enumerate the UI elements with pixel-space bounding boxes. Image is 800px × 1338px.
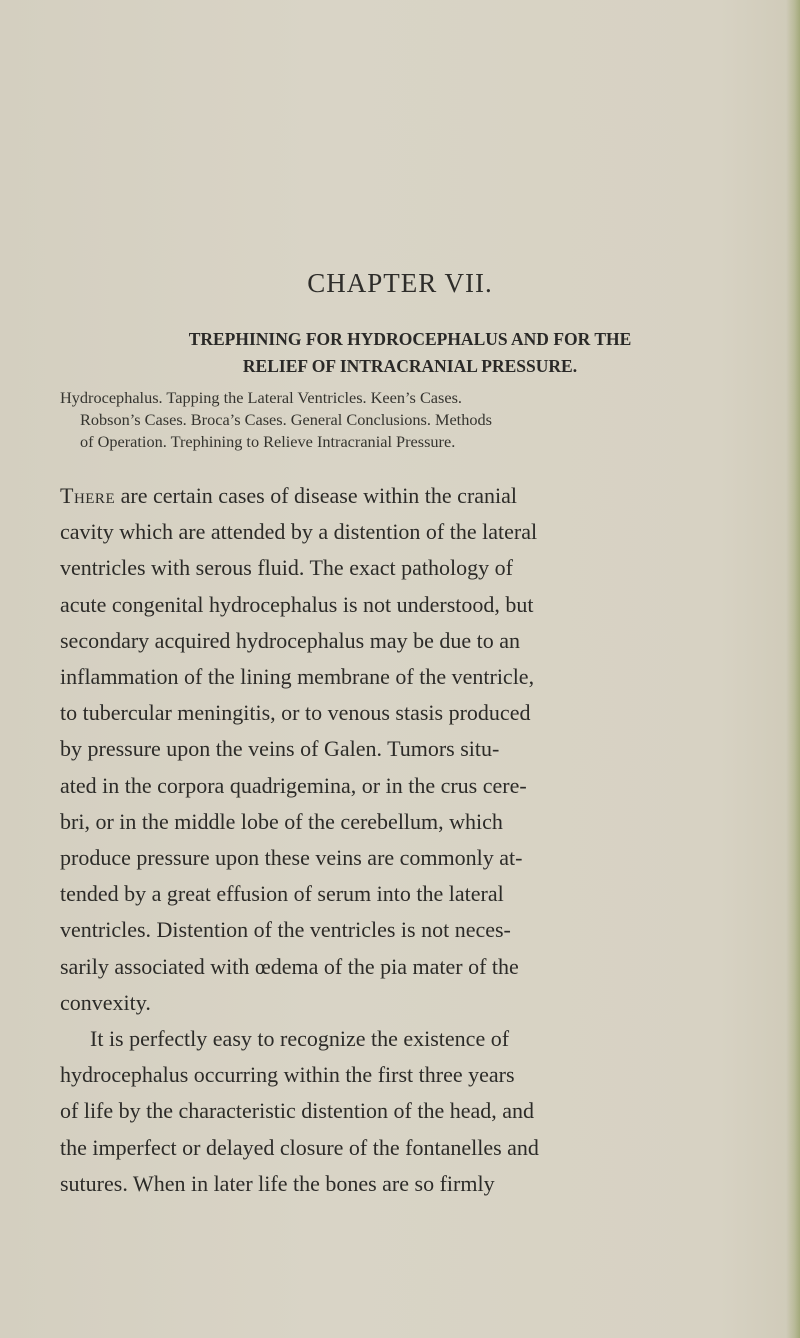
paragraph-1-line: ated in the corpora quadrigemina, or in the crus cere- (60, 772, 527, 798)
paragraph-2-line: of life by the characteristic distention of the head, and (60, 1098, 535, 1124)
paragraph-1-first-line-rest: are certain cases of disease within the cranial (115, 483, 518, 508)
paragraph-1-line: inflammation of the lining membrane of the ventricle, (60, 664, 535, 690)
paragraph-1-line: tended by a great effusion of serum into the lateral (60, 881, 504, 907)
summary-line: Robson’s Cases. Broca’s Cases. General Conclusions. Methods (80, 410, 492, 429)
paragraph-1-line: sarily associated with œdema of the pia mater of the (60, 953, 519, 979)
body-text (60, 478, 780, 1202)
paragraph-2-line: the imperfect or delayed closure of the fontanelles and (60, 1134, 539, 1160)
paragraph-1-line: secondary acquired hydrocephalus may be due to an (60, 627, 520, 653)
paragraph-1-line: to tubercular meningitis, or to venous stasis produced (60, 700, 531, 726)
chapter-summary (60, 387, 770, 453)
paragraph-2-line: hydrocephalus occurring within the first three years (60, 1062, 515, 1088)
paragraph-lead-word: There (60, 483, 116, 508)
paragraph-1-line: ventricles with serous fluid. The exact pathology of (60, 555, 513, 581)
chapter-heading: CHAPTER VII. (307, 268, 493, 298)
chapter-title (60, 326, 760, 380)
paragraph-1-line: ventricles. Distention of the ventricles is not neces- (60, 917, 511, 943)
page-edge-shadow (786, 0, 800, 1338)
paragraph-1-line: convexity. (60, 989, 151, 1015)
paragraph-1-line: bri, or in the middle lobe of the cerebellum, which (60, 808, 503, 834)
summary-line: Hydrocephalus. Tapping the Lateral Ventricles. Keen’s Cases. (60, 388, 463, 407)
chapter-title-line: RELIEF OF INTRACRANIAL PRESSURE. (242, 356, 578, 376)
chapter-title-line: TREPHINING FOR HYDROCEPHALUS AND FOR THE (188, 329, 632, 349)
paragraph-1-line: cavity which are attended by a distention of the lateral (60, 519, 538, 545)
paragraph-1-line: by pressure upon the veins of Galen. Tumors situ- (60, 736, 500, 762)
paragraph-2-line: It is perfectly easy to recognize the existence of (90, 1026, 510, 1052)
paragraph-1-line: acute congenital hydrocephalus is not understood, but (60, 591, 534, 617)
paragraph-2-line: sutures. When in later life the bones are so firmly (60, 1170, 495, 1196)
summary-line: of Operation. Trephining to Relieve Intracranial Pressure. (80, 432, 456, 451)
paragraph-1-line: produce pressure upon these veins are commonly at- (60, 845, 523, 871)
paragraph-1-line (60, 478, 780, 514)
